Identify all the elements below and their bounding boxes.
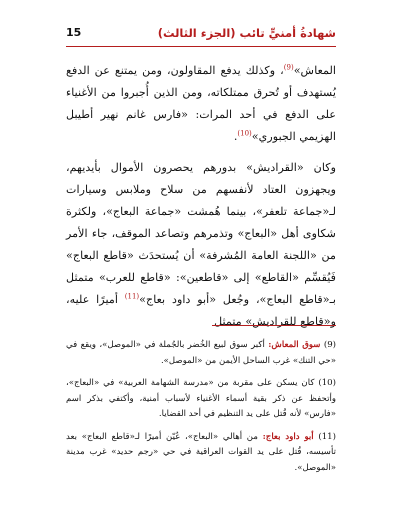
paragraph-1-text-c: .: [233, 130, 238, 143]
footnotes: [66, 338, 336, 483]
footnote-11-number: (11): [318, 431, 337, 442]
paragraph-2-text-a: وكان «القراديش» بدورهم يحصرون الأموال بأيديهم، ويجهزون العتاد لأنفسهم من سلاح وملابس وسيارات لـ«جماعة تلعفر»، بينما هُمشت «جماعة البعاج»، ولكثرة شكاوى أهل «البعاج» وتذمرهم وتصاعد الموقف، جاء الأمر من «اللجنة العامة المُشرفة» أن يُستحدَث «قاطع البعاج» فَيُقسِّم «القاطع» إلى «قاطعين»: «قاطع للعرب» متمثل بـ«قاطع البعاج»، وجُعل «أبو داود بعاج»: [66, 161, 336, 306]
footnote-10: [66, 376, 336, 423]
header-title: شهادةُ أمنيٍّ تائب (الجزء الثالث): [157, 26, 336, 40]
footnote-ref-11: (11): [124, 292, 140, 301]
paragraph-1-text-b: ، وكذلك يدفع المقاولون، ومن يمتنع عن الدفع يُستهدف أو تُحرق ممتلكاته، ومن الذين أُجبروا من الأغنياء على الدفع في أحد المرات: «فارس غانم نهير أطيبل الهزيمي الجبوري»: [66, 64, 336, 143]
footnote-ref-9: (9): [283, 63, 294, 72]
page-number: 15: [66, 26, 82, 39]
running-header: [66, 24, 336, 47]
paragraph-1-text-a: المعاش»: [293, 64, 336, 77]
footnote-separator: [212, 325, 336, 326]
paragraph-2-text-b: أميرًا عليه، و«قاطع للقراديش» متمثل: [66, 293, 336, 328]
footnote-9: [66, 338, 336, 369]
footnote-11-text: من أهالي «البعاج»، عُيّن أميرًا لـ«قاطع البعاج» بعد تأسيسه، قُتل على يد القوات العراقية في حي «رجم حديد» غرب مدينة «الموصل».: [66, 431, 336, 473]
footnote-ref-10: (10): [237, 129, 252, 138]
paragraph-1: [66, 60, 336, 148]
footnote-9-label: سوق المعاش:: [268, 340, 321, 350]
paragraph-2: [66, 157, 336, 333]
body-text: [66, 60, 336, 342]
footnote-9-text: أكبر سوق لبيع الخُضر بالجُملة في «الموصل»، ويقع في «حي التنك» غرب الساحل الأيمن من «الموصل».: [66, 340, 336, 366]
footnote-11-label: أبو داود بعاج:: [262, 431, 314, 442]
footnote-11: [66, 430, 336, 477]
footnote-10-text: كان يسكن على مقربة من «مدرسة الشهامة العربية» في «البعاج»، وأتحفظ عن ذكر بقية أسماء الأغنياء لأسباب أمنية، وأكتفي بذكر اسم «فارس» لأنه قُتل على يد التنظيم في أحد القضايا.: [66, 378, 336, 419]
footnote-10-number: (10): [318, 378, 336, 388]
footnote-9-number: (9): [323, 340, 337, 350]
